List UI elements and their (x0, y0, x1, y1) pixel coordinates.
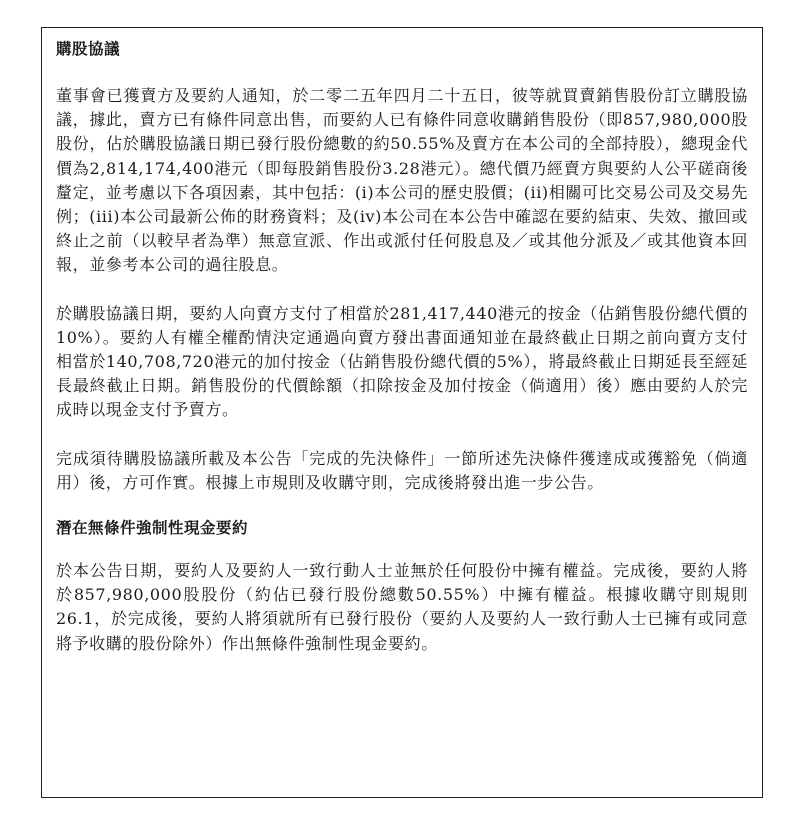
paragraph-deposit: 於購股協議日期，要約人向賣方支付了相當於281,417,440港元的按金（佔銷售股份總代價的10%）。要約人有權全權酌情決定通過向賣方發出書面通知並在最終截止日期之前向賣方支付相當於140,708,720港元的加付按金（佔銷售股份總代價的5%），將最終截止日期延長至經延長最終截止日期。銷售股份的代價餘額（扣除按金及加付按金（倘適用）後）應由要約人於完成時以現金支付予賣方。 (56, 303, 748, 420)
paragraph-completion-conditions: 完成須待購股協議所載及本公告「完成的先決條件」一節所述先決條件獲達成或獲豁免（倘適用）後，方可作實。根據上市規則及收購守則，完成後將發出進一步公告。 (56, 448, 748, 492)
section-heading-mandatory-cash-offer: 潛在無條件強制性現金要約 (56, 519, 249, 538)
paragraph-offeror-interests: 於本公告日期，要約人及要約人一致行動人士並無於任何股份中擁有權益。完成後，要約人將於857,980,000股股份（約佔已發行股份總數50.55%）中擁有權益。根據收購守則規則26.1，於完成後，要約人將須就所有已發行股份（要約人及要約人一致行動人士已擁有或同意將予收購的股份除外）作出無條件強制性現金要約。 (56, 561, 748, 653)
paragraph-agreement-terms: 董事會已獲賣方及要約人通知，於二零二五年四月二十五日，彼等就買賣銷售股份訂立購股協議，據此，賣方已有條件同意出售，而要約人已有條件同意收購銷售股份（即857,980,000股股份，佔於購股協議日期已發行股份總數的約50.55%及賣方在本公司的全部持股），總現金代價為2,814,174,400港元（即每股銷售股份3.28港元）。總代價乃經賣方與要約人公平磋商後釐定，並考慮以下各項因素，其中包括：(i)本公司的歷史股價；(ii)相關可比交易公司及交易先例；(iii)本公司最新公佈的財務資料；及(iv)本公司在本公告中確認在要約結束、失效、撤回或終止之前（以較早者為準）無意宣派、作出或派付任何股息及／或其他分派及／或其他資本回報，並參考本公司的過往股息。 (56, 86, 748, 275)
section-heading-share-purchase-agreement: 購股協議 (56, 40, 121, 58)
announcement-box (41, 27, 763, 798)
